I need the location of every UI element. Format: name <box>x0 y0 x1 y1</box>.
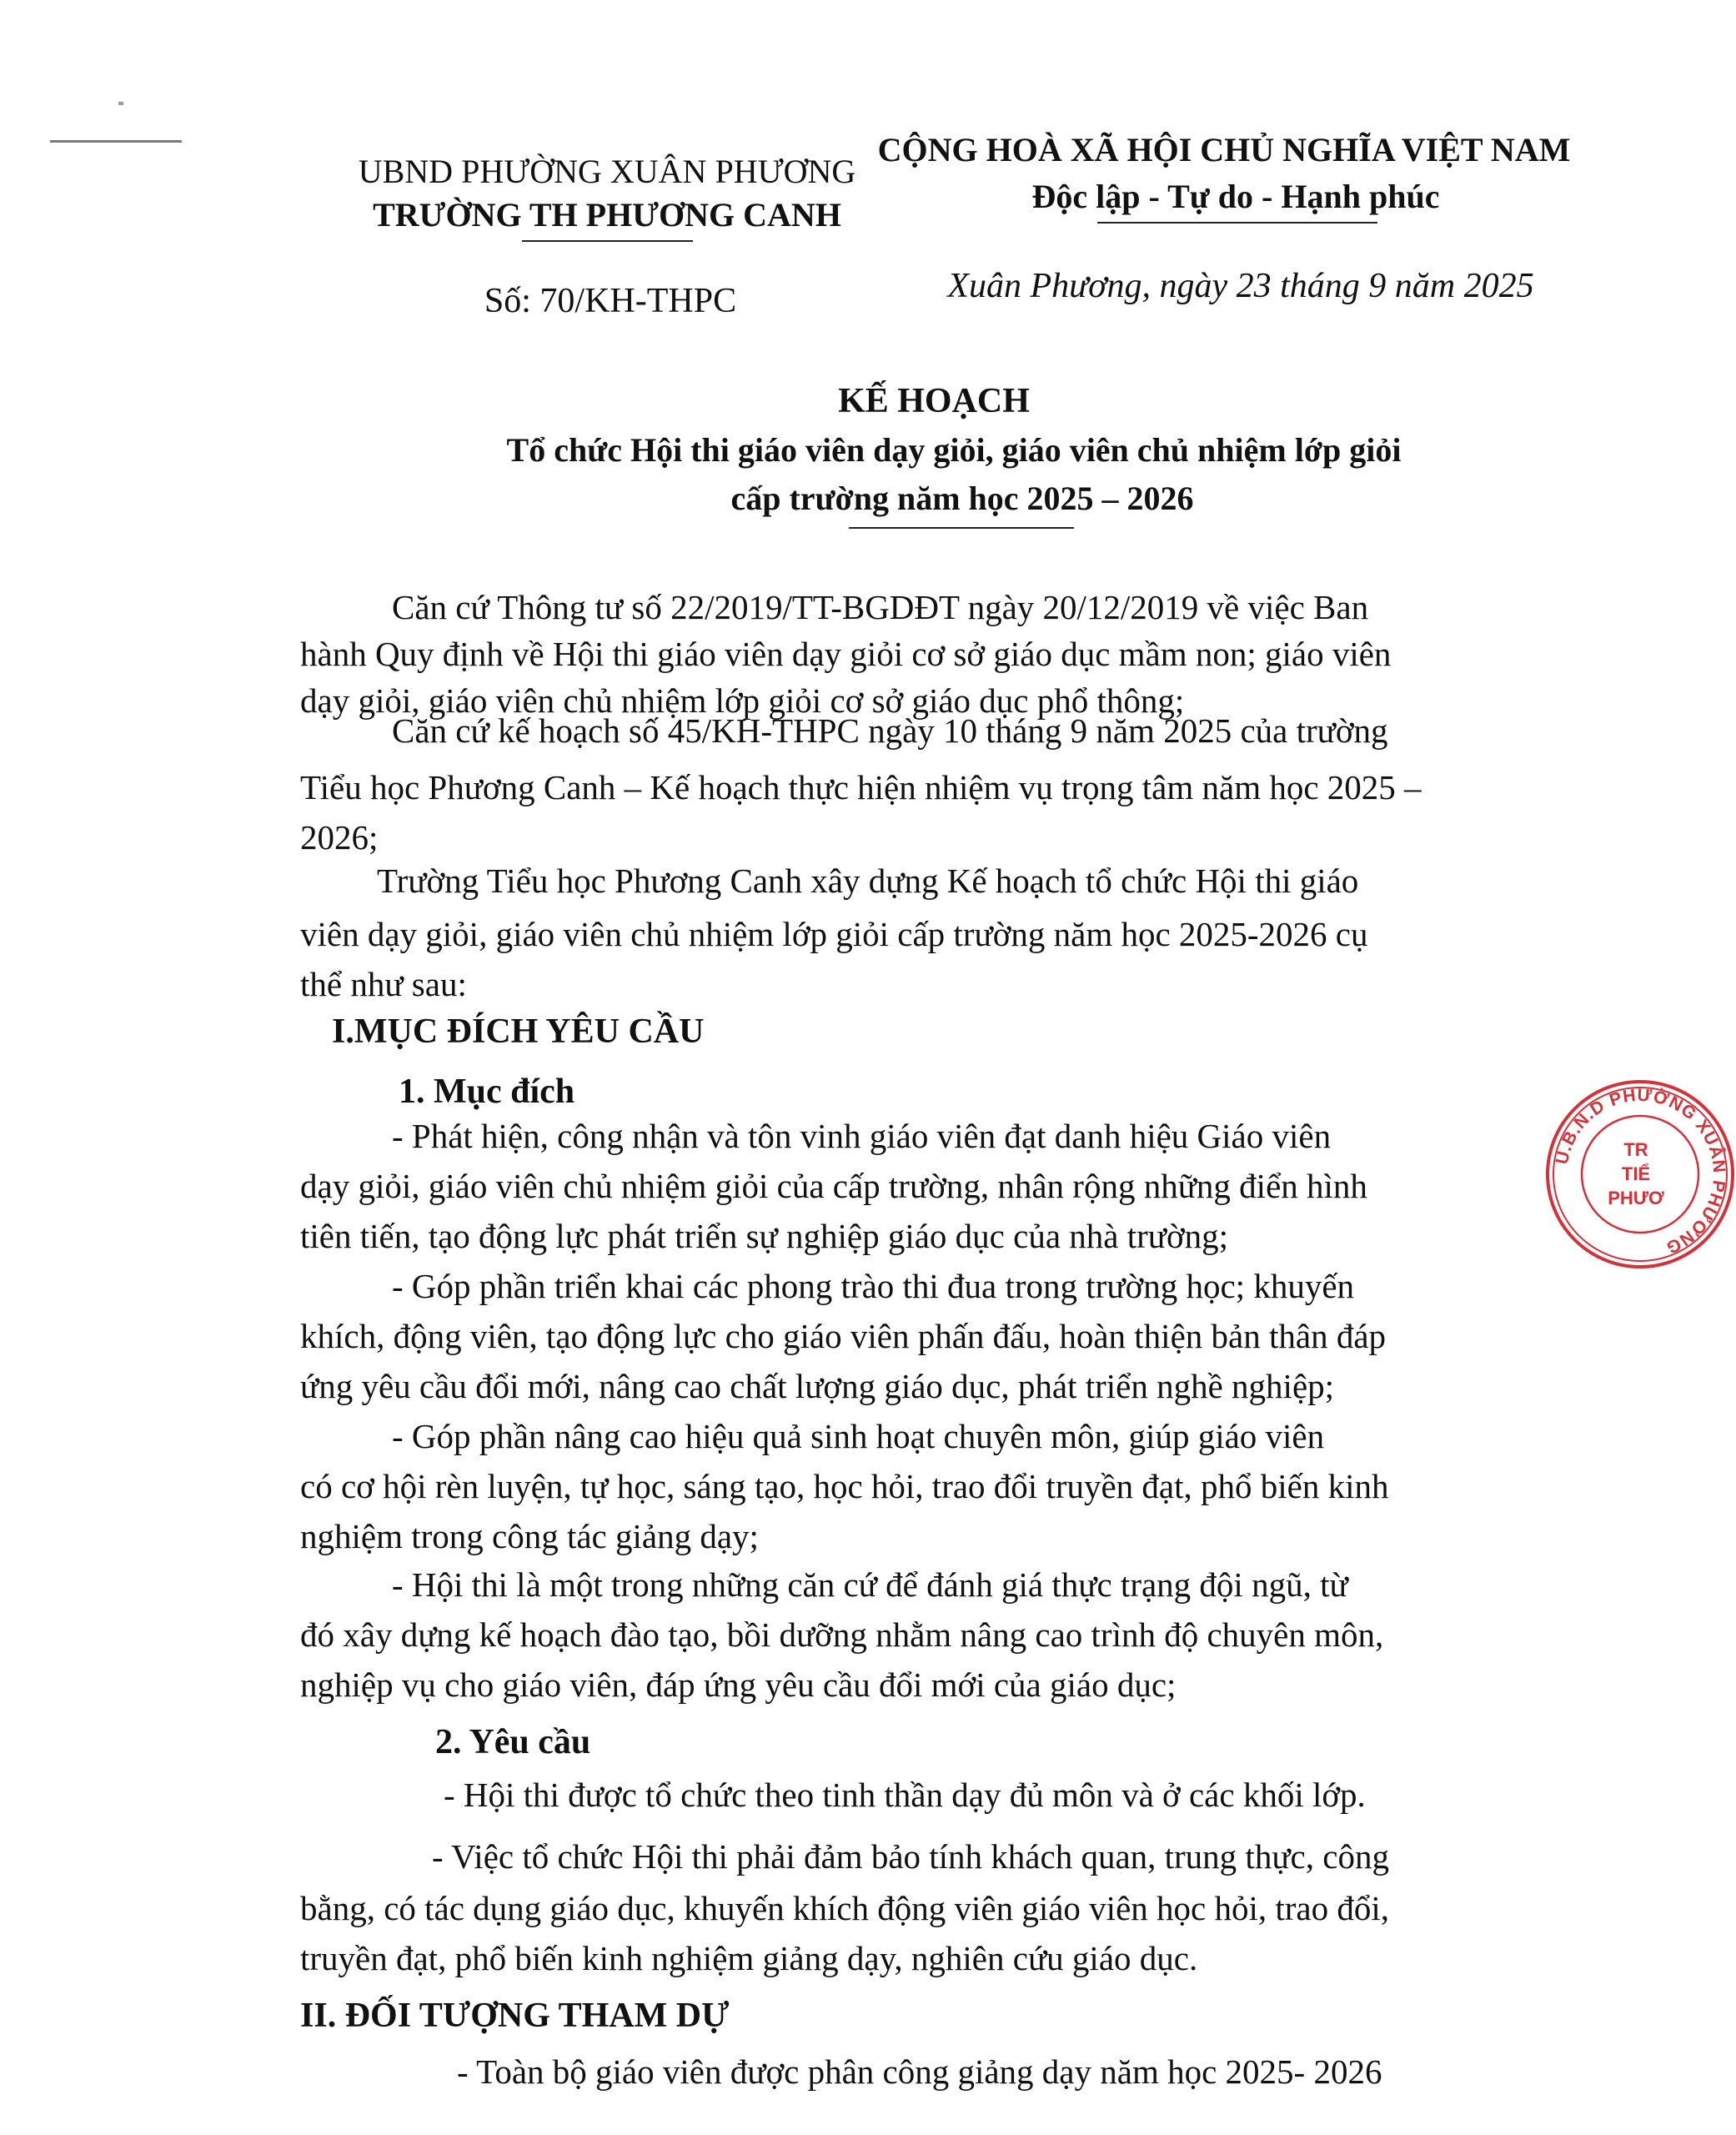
bullet-line: - Góp phần nâng cao hiệu quả sinh hoạt chuyên môn, giúp giáo viên <box>392 1417 1325 1455</box>
bullet-line: ứng yêu cầu đổi mới, nâng cao chất lượng giáo dục, phát triển nghề nghiệp; <box>300 1367 1335 1405</box>
nation-name: CỘNG HOÀ XÃ HỘI CHỦ NGHĨA VIỆT NAM <box>877 131 1571 168</box>
document-number: Số: 70/KH-THPC <box>484 282 737 320</box>
place-date: Xuân Phương, ngày 23 tháng 9 năm 2025 <box>947 267 1534 305</box>
paragraph-line: - Toàn bộ giáo viên được phân công giảng dạy năm học 2025- 2026 <box>457 2052 1382 2091</box>
requirement-line: - Hội thi được tổ chức theo tinh thần dạy đủ môn và ở các khối lớp. <box>444 1776 1366 1814</box>
bullet-line: - Phát hiện, công nhận và tôn vinh giáo viên đạt danh hiệu Giáo viên <box>392 1117 1332 1155</box>
paragraph-line: viên dạy giỏi, giáo viên chủ nhiệm lớp giỏi cấp trường năm học 2025-2026 cụ <box>300 915 1368 953</box>
motto-underline <box>1097 222 1377 224</box>
school-underline <box>522 240 693 242</box>
section-heading: II. ĐỐI TƯỢNG THAM DỰ <box>300 1997 730 2035</box>
scan-speck <box>118 102 123 105</box>
authority-name: UBND PHƯỜNG XUÂN PHƯƠNG <box>358 153 856 190</box>
paragraph-line: dạy giỏi, giáo viên chủ nhiệm lớp giỏi cơ sở giáo dục phổ thông; <box>300 681 1185 720</box>
requirement-line: truyền đạt, phổ biến kinh nghiệm giảng dạy, nghiên cứu giáo dục. <box>300 1939 1198 1977</box>
official-seal-stamp <box>1544 1078 1736 1270</box>
bullet-line: tiên tiến, tạo động lực phát triển sự nghiệp giáo dục của nhà trường; <box>300 1217 1229 1255</box>
seal-ring-text: U.B.N.D PHƯỜNG XUÂN PHƯƠNG <box>1552 1085 1729 1258</box>
bullet-line: nghiệm trong công tác giảng dạy; <box>300 1517 759 1555</box>
subsection-heading: 2. Yêu cầu <box>435 1723 591 1761</box>
paragraph-line: Căn cứ Thông tư số 22/2019/TT-BGDĐT ngày 20/12/2019 về việc Ban <box>392 588 1369 626</box>
bullet-line: - Hội thi là một trong những căn cứ để đánh giá thực trạng đội ngũ, từ <box>392 1565 1348 1604</box>
bullet-line: có cơ hội rèn luyện, tự học, sáng tạo, học hỏi, trao đổi truyền đạt, phổ biến kinh <box>300 1467 1389 1505</box>
requirement-line: - Việc tổ chức Hội thi phải đảm bảo tính khách quan, trung thực, công <box>432 1837 1389 1876</box>
scan-edge-line <box>50 140 182 143</box>
section-heading: I.MỤC ĐÍCH YÊU CẦU <box>332 1012 705 1051</box>
bullet-line: nghiệp vụ cho giáo viên, đáp ứng yêu cầu đổi mới của giáo dục; <box>300 1665 1177 1704</box>
subsection-heading: 1. Mục đích <box>399 1073 575 1111</box>
document-title: KẾ HOẠCH <box>838 382 1030 420</box>
paragraph-line: Tiểu học Phương Canh – Kế hoạch thực hiện nhiệm vụ trọng tâm năm học 2025 – <box>300 768 1422 806</box>
seal-center-text: TIỂ <box>1621 1163 1651 1184</box>
bullet-line: dạy giỏi, giáo viên chủ nhiệm giỏi của cấp trường, nhân rộng những điển hình <box>300 1167 1367 1205</box>
requirement-line: bằng, có tác dụng giáo dục, khuyến khích động viên giáo viên học hỏi, trao đổi, <box>300 1889 1389 1927</box>
paragraph-line: Căn cứ kế hoạch số 45/KH-THPC ngày 10 tháng 9 năm 2025 của trường <box>392 711 1388 750</box>
bullet-line: khích, động viên, tạo động lực cho giáo viên phấn đấu, hoàn thiện bản thân đáp <box>300 1317 1387 1355</box>
paragraph-line: 2026; <box>300 818 379 857</box>
school-name: TRƯỜNG TH PHƯƠNG CANH <box>373 196 841 234</box>
bullet-line: - Góp phần triển khai các phong trào thi đua trong trường học; khuyến <box>392 1267 1355 1305</box>
bullet-line: đó xây dựng kế hoạch đào tạo, bồi dưỡng nhằm nâng cao trình độ chuyên môn, <box>300 1615 1384 1654</box>
paragraph-line: thể như sau: <box>300 965 467 1003</box>
title-underline <box>849 527 1074 529</box>
document-subtitle-line1: Tổ chức Hội thi giáo viên dạy giỏi, giáo viên chủ nhiệm lớp giỏi <box>506 431 1402 469</box>
seal-center-text: TR <box>1623 1139 1648 1160</box>
seal-center-text: PHƯƠ <box>1608 1188 1664 1208</box>
paragraph-line: Trường Tiểu học Phương Canh xây dựng Kế hoạch tổ chức Hội thi giáo <box>377 862 1359 900</box>
motto: Độc lập - Tự do - Hạnh phúc <box>1031 178 1440 215</box>
document-subtitle-line2: cấp trường năm học 2025 – 2026 <box>730 480 1194 517</box>
paragraph-line: hành Quy định về Hội thi giáo viên dạy giỏi cơ sở giáo dục mầm non; giáo viên <box>300 635 1392 673</box>
